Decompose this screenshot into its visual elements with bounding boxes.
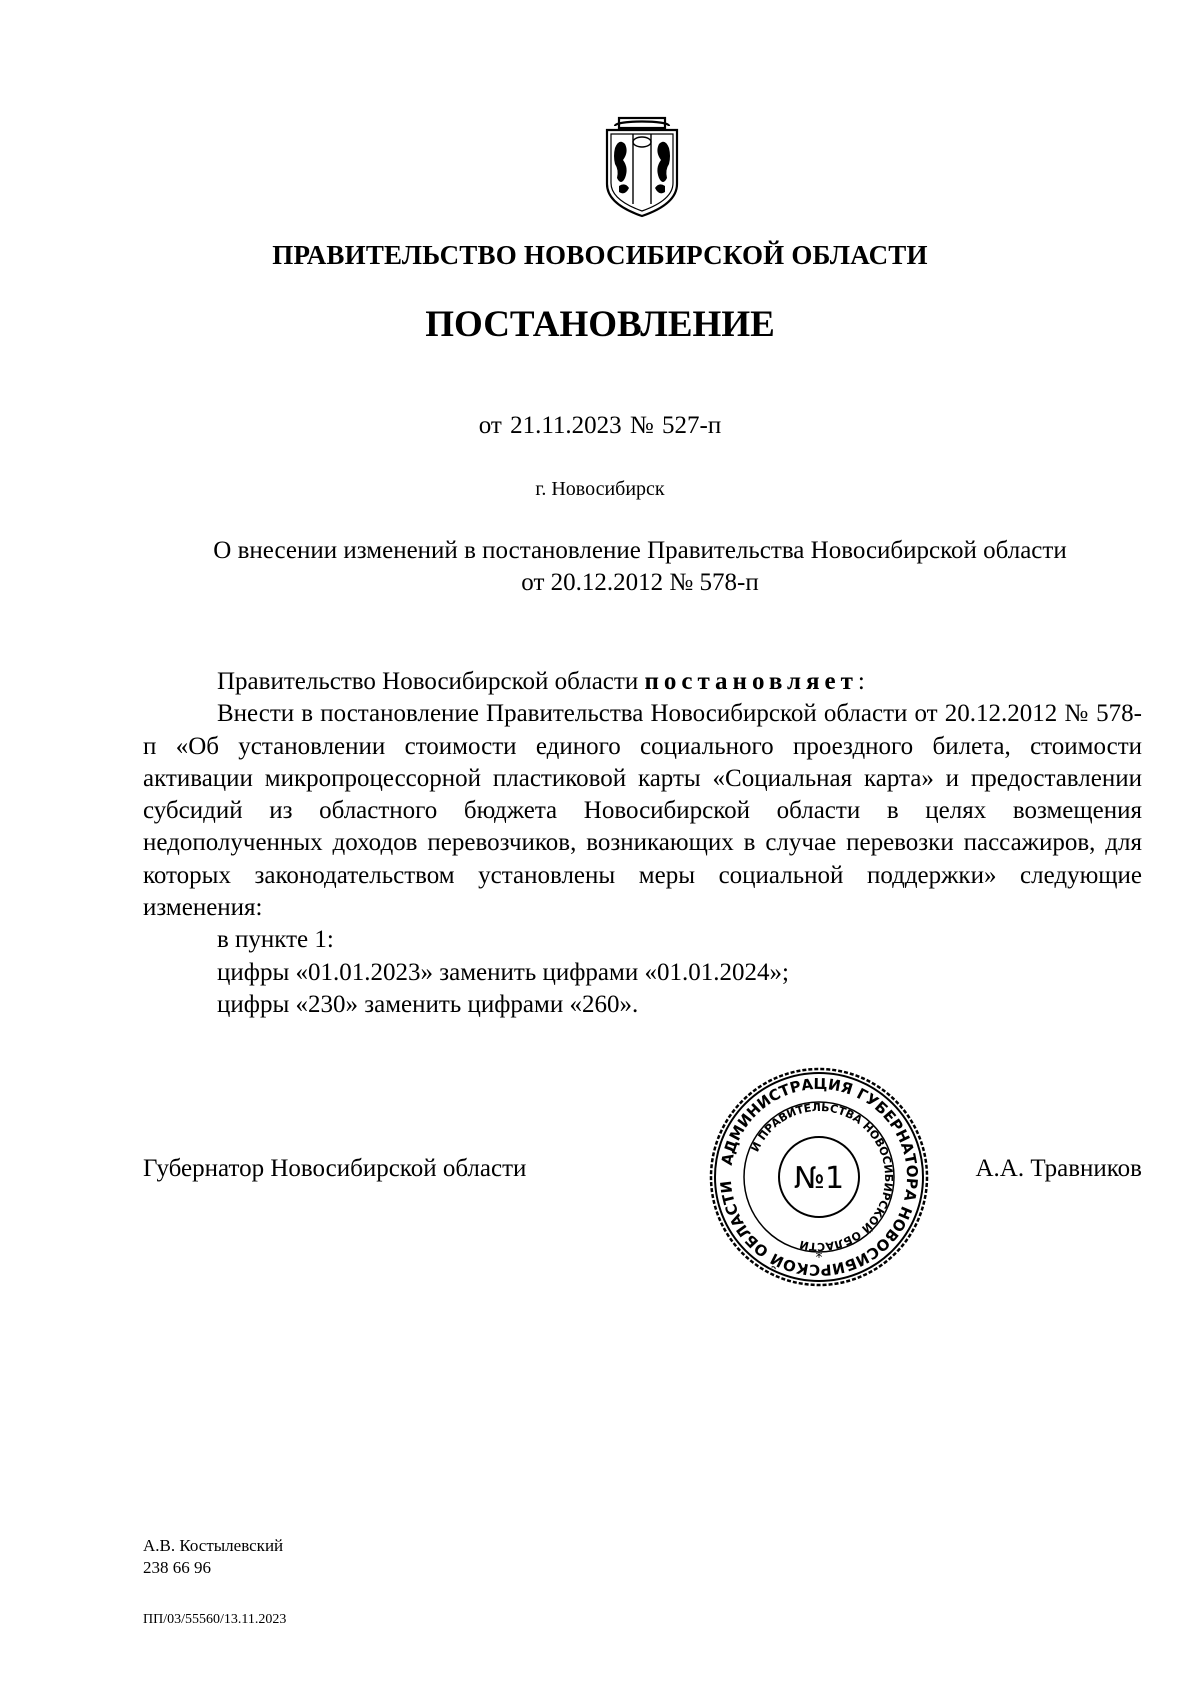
- resolves-suffix: :: [857, 668, 865, 695]
- body-paragraph-resolves: [143, 666, 1142, 698]
- body-paragraph-change-1: цифры «01.01.2023» заменить цифрами «01.01.2024»;: [217, 958, 789, 986]
- resolves-word: постановляет: [644, 668, 858, 695]
- document-type: ПОСТАНОВЛЕНИЕ: [425, 304, 775, 345]
- official-seal-stamp: [708, 1066, 930, 1288]
- document-subject: [140, 535, 1140, 599]
- signatory-position: Губернатор Новосибирской области: [143, 1155, 527, 1182]
- signatory-name: А.А. Травников: [975, 1155, 1142, 1182]
- subject-line-2: от 20.12.2012 № 578-п: [521, 569, 759, 596]
- body-paragraph-change-2: цифры «230» заменить цифрами «260».: [217, 990, 639, 1018]
- body-paragraph-amendment: Внести в постановление Правительства Новосибирской области от 20.12.2012 № 578-п «Об установлении стоимости единого социального проездного билета, стоимости активации микропроцессорной пластиковой карты «Социальная карта» и предоставлении субсидий из областного бюджета Новосибирской области в целях возмещения недополученных доходов перевозчиков, возникающих в случае перевозки пассажиров, для которых законодательством установлены меры социальной поддержки» следующие изменения:: [143, 700, 1142, 922]
- coat-of-arms-icon: [597, 112, 687, 220]
- document-body: [143, 666, 1142, 1021]
- stamp-outer-text: АДМИНИСТРАЦИЯ ГУБЕРНАТОРА НОВОСИБИРСКОЙ ОБЛАСТИ: [716, 1074, 922, 1280]
- registration-number: ПП/03/55560/13.11.2023: [143, 1612, 287, 1627]
- body-paragraph-point: в пункте 1:: [217, 926, 334, 954]
- executor-name: А.В. Костылевский: [143, 1536, 284, 1555]
- stamp-center-number: №1: [793, 1161, 845, 1196]
- resolves-prefix: Правительство Новосибирской области: [217, 668, 645, 695]
- subject-line-1: О внесении изменений в постановление Правительства Новосибирской области: [213, 537, 1067, 564]
- document-city: г. Новосибирск: [535, 478, 665, 500]
- organization-title: ПРАВИТЕЛЬСТВО НОВОСИБИРСКОЙ ОБЛАСТИ: [272, 240, 928, 270]
- document-date-number: от 21.11.2023 № 527-п: [478, 412, 722, 439]
- executor-info: [143, 1535, 283, 1579]
- stamp-inner-text: И ПРАВИТЕЛЬСТВА НОВОСИБИРСКОЙ ОБЛАСТИ: [748, 1100, 896, 1254]
- executor-phone: 238 66 96: [143, 1558, 211, 1577]
- stamp-star: *: [815, 1250, 823, 1266]
